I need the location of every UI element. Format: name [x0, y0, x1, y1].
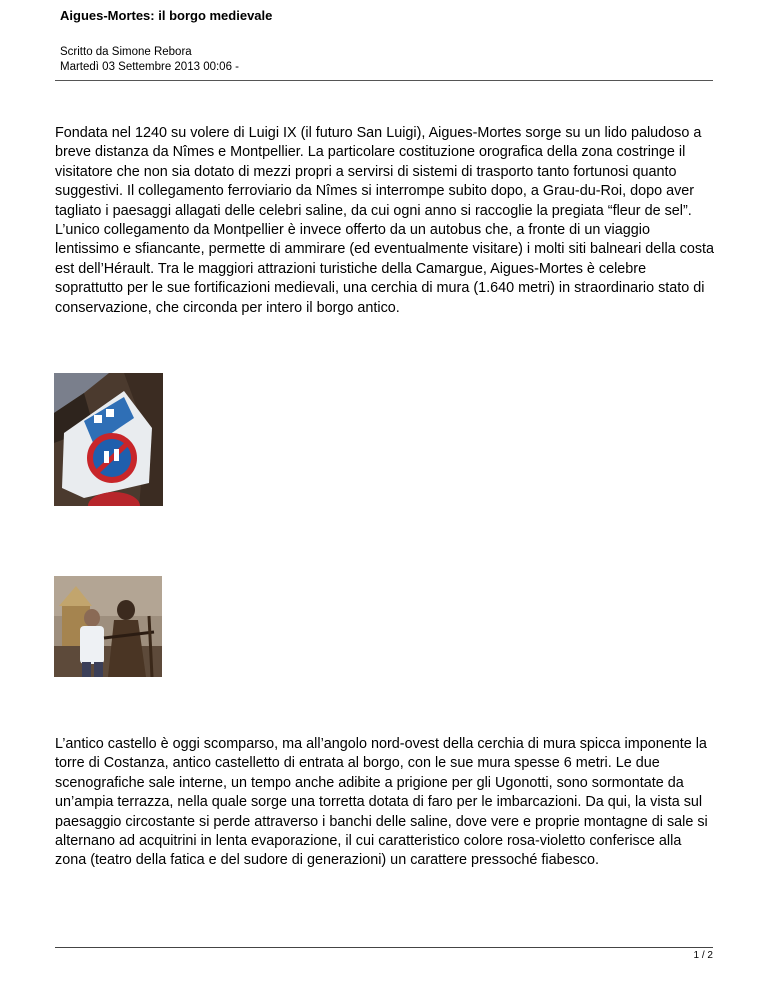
article-paragraph-2: L’antico castello è oggi scomparso, ma all’angolo nord-ovest della cerchia di mura spicca imponente la torre di Costanza, antico castelletto di entrata al borgo, con le sue mura spesse 6 metri. Le due scenografiche sale interne, un tempo anche adibite a prigione per gli Ugonotti, sono sormontate da un’ampia terrazza, nella quale sorge una torretta dotata di faro per le imbarcazioni. Da qui, la vista sul paesaggio circostante si perde attraverso i banchi delle saline, dove vere e proprie montagne di sale si alternano ad acquitrini in lenta evaporazione, il cui caratteristico colore rosa-violetto conferisce alla zona (teatro della fatica e del sudore di generazioni) un carattere pressoché fiabesco.: [55, 736, 708, 869]
photo-street-sign: [54, 373, 163, 506]
page-title: Aigues-Mortes: il borgo medievale: [60, 8, 273, 23]
article-meta: [60, 45, 239, 75]
article-paragraph-1: Fondata nel 1240 su volere di Luigi IX (il futuro San Luigi), Aigues-Mortes sorge su un lido paludoso a breve distanza da Nîmes e Montpellier. La particolare costituzione orografica della zona costringe il visitatore che non sia dotato di mezzi propri a servirsi di sistemi di trasporto tanto fortunosi quanto suggestivi. Il collegamento ferroviario da Nîmes si interrompe subito dopo, a Grau-du-Roi, dopo aver tagliato i paesaggi allagati delle celebri saline, da cui ogni anno si raccoglie la pregiata “fleur de sel”. L’unico collegamento da Montpellier è invece offerto da un autobus che, a fronte di un viaggio lentissimo e sfiancante, permette di ammirare (ed eventualmente visitare) i molti siti balneari della costa est dell’Hérault. Tra le maggiori attrazioni turistiche della Camargue, Aigues-Mortes è celebre soprattutto per le sue fortificazioni medievali, una cerchia di mura (1.640 metri) in straordinario stato di conservazione, che circonda per intero il borgo antico.: [55, 125, 715, 316]
page-number: 1 / 2: [693, 950, 713, 961]
footer-divider: [55, 947, 713, 948]
author-line: Scritto da Simone Rebora: [60, 46, 192, 58]
header-divider: [55, 80, 713, 81]
date-line: Martedì 03 Settembre 2013 00:06 -: [60, 61, 239, 73]
photo-medieval-reenactment: [54, 576, 162, 677]
